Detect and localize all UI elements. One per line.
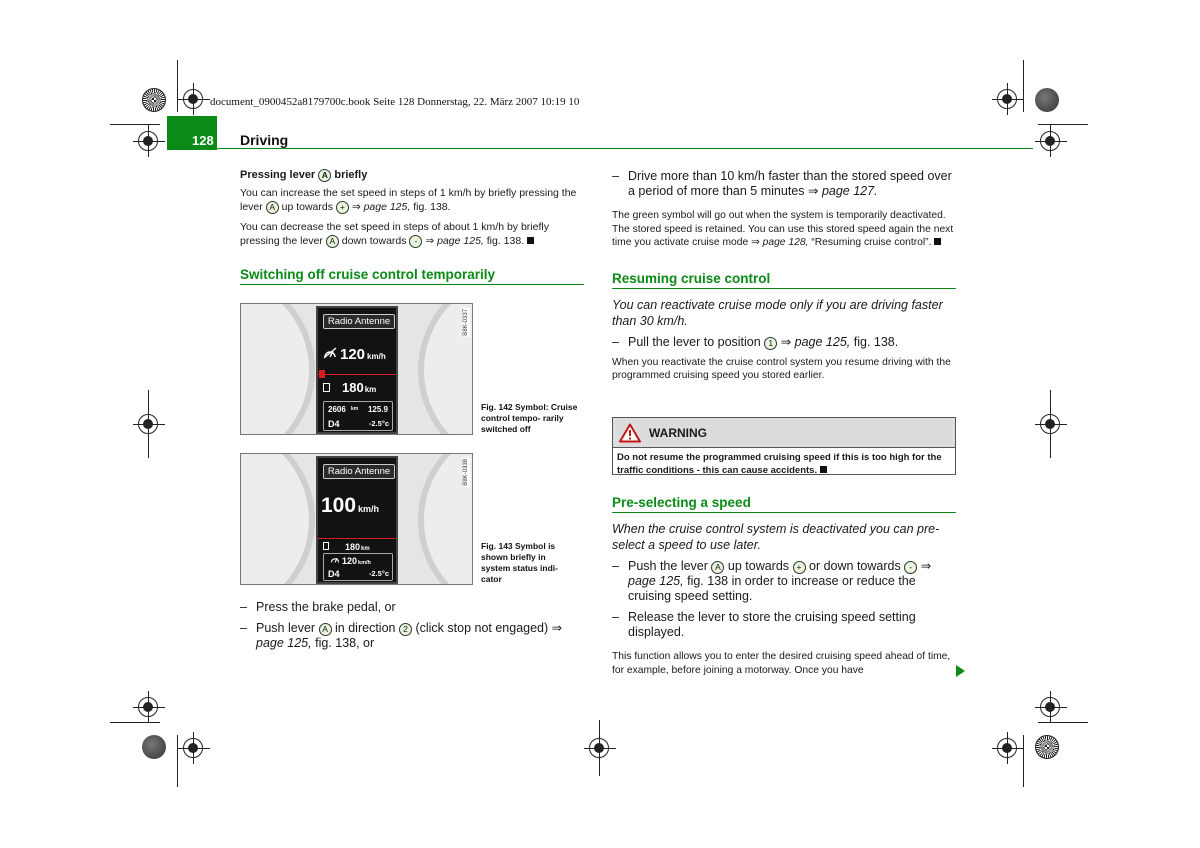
gear-indicator: D4 [328,569,340,579]
range-value: 180 [342,380,364,395]
step-pull-lever: – Pull the lever to position 1 ⇒ page 125, fig. 138. [612,334,899,349]
direction-2-icon: 2 [399,623,412,636]
chapter-title: Driving [240,132,289,148]
range-row: 180 km [323,380,376,395]
lever-a-icon: A [319,623,332,636]
warning-box [612,417,956,475]
right-column-preselect [612,496,956,683]
cruise-control-icon [330,555,340,564]
header-rule [217,148,1033,149]
step-push-lever: – Push lever A in direction 2 (click stop not engaged) ⇒ page 125, fig. 138, or [240,621,563,650]
status-box [323,553,393,581]
set-speed: 100 [321,494,357,517]
function-paragraph: This function allows you to enter the desired cruising speed ahead of time, for example, before joining a motorway. Once you have [612,651,951,676]
color-rosette-icon [142,88,166,112]
radio-station-label: Radio Antenne [323,314,395,329]
pressing-lever-heading: Pressing lever A briefly [240,169,368,181]
lever-a-icon: A [266,201,279,214]
step-release-lever: – Release the lever to store the cruising speed setting displayed. [612,610,916,639]
page-number: 128 [192,133,214,148]
minus-icon: - [904,561,917,574]
position-1-icon: 1 [764,337,777,350]
minus-icon: - [409,235,422,248]
book-info: document_0900452a8179700c.book Seite 128 Donnerstag, 22. März 2007 10:19 10 [210,96,580,108]
trip-meter: 125.9 [367,405,388,414]
decrease-paragraph: You can decrease the set speed in steps of about 1 km/h by briefly pressing the lever A down towards - ⇒ page 125, fig. 138. [240,221,549,247]
gray-dot-icon [142,735,166,759]
gear-indicator: D4 [328,419,340,429]
preselect-intro: When the cruise control system is deactivated you can pre-select a speed to use later. [612,522,940,552]
warning-triangle-icon [619,423,641,443]
stored-speed: 120 [342,556,358,566]
section-title-switching-off: Switching off cruise control temporarily [240,268,584,285]
plus-icon: + [793,561,806,574]
odometer: 2606 [328,405,346,414]
end-marker-icon [934,238,941,245]
range-value: 180 [345,542,361,552]
left-column-top [240,168,584,293]
outside-temperature: -2.5°c [368,419,389,428]
speedometer-gauge [240,453,315,585]
radio-station-label: Radio Antenne [323,464,395,479]
lever-a-icon: A [711,561,724,574]
color-rosette-icon [1035,735,1059,759]
green-symbol-paragraph: The green symbol will go out when the system is temporarily deactivated. The stored speed is retained. You can use this stored speed again the next time you activate cruise mode ⇒ page 128, “Resuming cruise control”. [612,210,954,249]
gray-dot-icon [1035,88,1059,112]
left-column-bottom [240,600,584,657]
page-ref-link[interactable]: page 125, [628,574,684,588]
warning-text: Do not resume the programmed cruising speed if this is too high for the traffic conditions - this can cause accidents. [617,452,942,476]
page-ref-link[interactable]: page 125, [437,235,484,247]
section-title-preselecting: Pre-selecting a speed [612,496,956,513]
lever-a-icon: A [326,235,339,248]
increase-paragraph: You can increase the set speed in steps of 1 km/h by briefly pressing the lever A up towards + ⇒ page 125, fig. 138. [240,187,577,213]
set-speed: 120 [340,346,366,363]
figure-142 [240,303,473,435]
plus-icon: + [336,201,349,214]
fuel-pump-icon [323,542,329,550]
figure-code: B8K-0337 [463,309,469,336]
alert-bar [318,374,396,375]
figure-142-caption: Fig. 142 Symbol: Cruise control tempo- rarily switched off [481,402,578,434]
step-brake: – Press the brake pedal, or [240,600,396,614]
page-ref-link[interactable]: page 128, [762,237,809,249]
resume-paragraph: When you reactivate the cruise control system you resume driving with the programmed cruising speed you stored earlier. [612,356,951,382]
alert-bar [318,538,396,539]
cruise-control-off-icon [323,347,337,359]
figure-143 [240,453,473,585]
page-ref-link[interactable]: page 125, [794,334,851,349]
big-speed-row: 100 km/h [321,494,380,517]
page-ref-link[interactable]: page 125, [363,201,411,213]
warning-title: WARNING [649,425,707,440]
outside-temperature: -2.5°c [368,569,389,578]
step-drive-faster: – Drive more than 10 km/h faster than the stored speed over a period of more than 5 minutes ⇒ page 127. [612,169,952,198]
status-box: 2606 km 125.9 D4 -2.5°c [323,401,393,431]
page-ref-link[interactable]: page 125, [256,636,312,650]
lever-a-icon: A [318,169,331,182]
small-speed-row: 120 km/h [330,555,371,566]
end-marker-icon [527,237,534,244]
driver-info-display [316,306,398,434]
resume-intro: You can reactivate cruise mode only if you are driving faster than 30 km/h. [612,297,943,328]
step-push-lever-preselect: – Push the lever A up towards + or down towards - ⇒ page 125, fig. 138 in order to increase or reduce the cruising speed setting. [612,559,932,603]
fuel-pump-icon [323,383,330,392]
driver-info-display [316,456,398,584]
cruise-speed-row: 120 km/h [323,346,386,363]
alert-badge [319,370,325,378]
figure-143-caption: Fig. 143 Symbol is shown briefly in system status indi- cator [481,541,558,584]
right-column [612,169,956,389]
next-page-arrow-icon[interactable] [956,665,965,677]
warning-header [613,418,955,448]
end-marker-icon [820,466,827,473]
figure-code: B8K-0338 [463,459,469,486]
section-title-resuming: Resuming cruise control [612,272,956,289]
page-ref-link[interactable]: page 127. [821,184,878,198]
speedometer-gauge [240,303,315,435]
range-row: 180 km [323,542,370,552]
